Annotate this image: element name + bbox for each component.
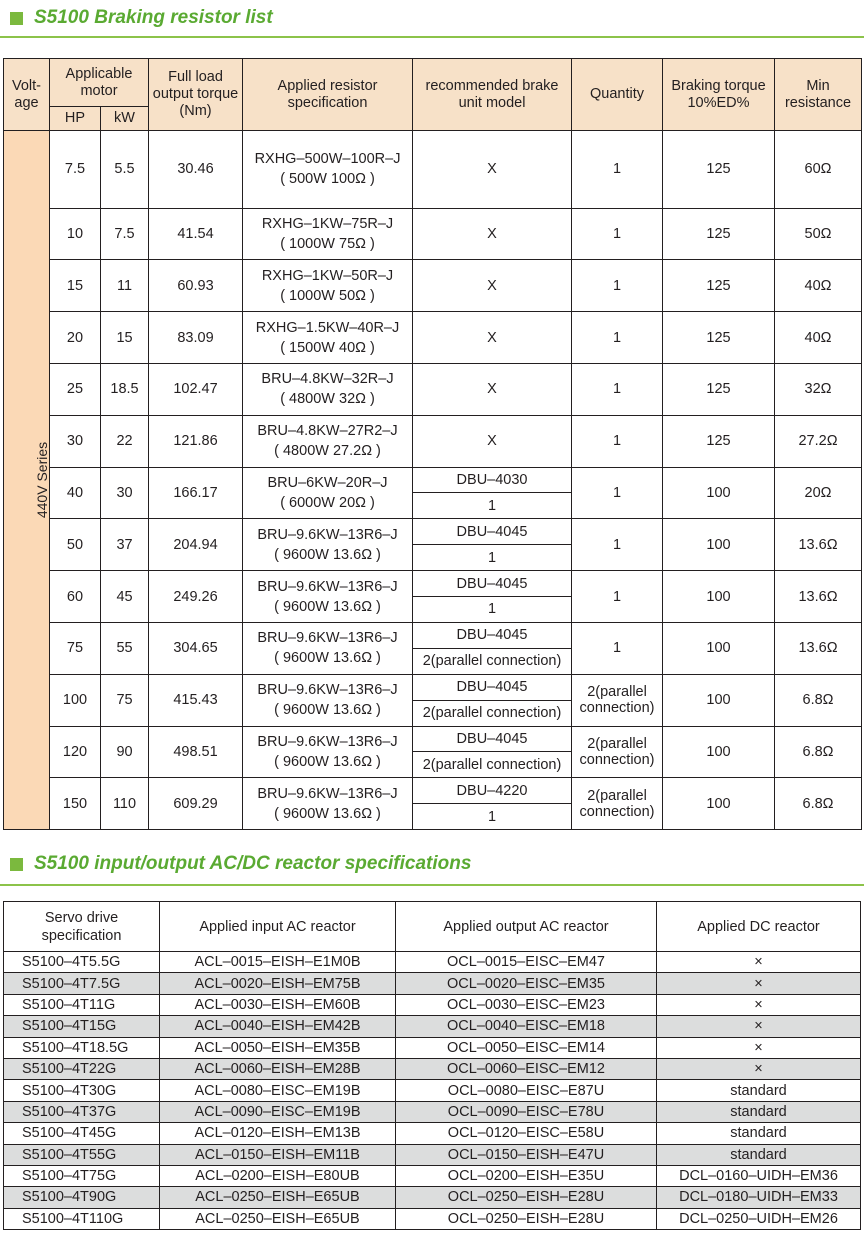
- table-row: S5100–4T15G ACL–0040–EISH–EM42B OCL–0040–EISC–EM18 ×: [4, 1016, 861, 1037]
- table-row: 440V Series 7.5 5.5 30.46 RXHG–500W–100R–J ( 500W 100Ω ) X 1 125 60Ω: [4, 131, 862, 183]
- table-row: 75 55 304.65 BRU–9.6KW–13R6–J ( 9600W 13.6Ω ) DBU–4045 1 100 13.6Ω: [4, 622, 862, 648]
- table-row: S5100–4T75G ACL–0200–EISH–E80UB OCL–0200–EISH–E35U DCL–0160–UIDH–EM36: [4, 1165, 861, 1186]
- header-torque: Full load output torque (Nm): [149, 59, 243, 131]
- section-divider: [0, 884, 864, 886]
- table-row: 120 90 498.51 BRU–9.6KW–13R6–J ( 9600W 13.6Ω ) DBU–4045 2(parallel connection) 100 6.8Ω: [4, 726, 862, 752]
- header-drive: Servo drive specification: [4, 902, 160, 952]
- table-row: 60 45 249.26 BRU–9.6KW–13R6–J ( 9600W 13.6Ω ) DBU–4045 1 100 13.6Ω: [4, 571, 862, 597]
- table-row: 150 110 609.29 BRU–9.6KW–13R6–J ( 9600W 13.6Ω ) DBU–4220 2(parallel connection) 100 6.8Ω: [4, 778, 862, 804]
- header-hp: HP: [50, 107, 101, 131]
- reactor-section-header: [0, 849, 864, 883]
- header-output: Applied output AC reactor: [396, 902, 657, 952]
- table-row: 15 11 60.93 RXHG–1KW–50R–J ( 1000W 50Ω ) X 1 125 40Ω: [4, 260, 862, 286]
- table-row: S5100–4T7.5G ACL–0020–EISH–EM75B OCL–0020–EISC–EM35 ×: [4, 973, 861, 994]
- table-row: 20 15 83.09 RXHG–1.5KW–40R–J ( 1500W 40Ω ) X 1 125 40Ω: [4, 312, 862, 338]
- section-bullet-icon: [10, 858, 23, 871]
- section-divider: [0, 36, 864, 38]
- table-row: S5100–4T11G ACL–0030–EISH–EM60B OCL–0030–EISC–EM23 ×: [4, 994, 861, 1015]
- table-row: S5100–4T55G ACL–0150–EISH–EM11B OCL–0150–EISH–E47U standard: [4, 1144, 861, 1165]
- table-row: S5100–4T37G ACL–0090–EISC–EM19B OCL–0090–EISC–E78U standard: [4, 1101, 861, 1122]
- header-braking-torque: Braking torque 10%ED%: [663, 59, 775, 131]
- table-header-row: [4, 902, 861, 952]
- table-row: S5100–4T45G ACL–0120–EISH–EM13B OCL–0120–EISC–E58U standard: [4, 1123, 861, 1144]
- table-row: 10 7.5 41.54 RXHG–1KW–75R–J ( 1000W 75Ω ) X 1 125 50Ω: [4, 208, 862, 234]
- header-input: Applied input AC reactor: [160, 902, 396, 952]
- braking-resistor-section-header: [0, 2, 864, 36]
- table-row: S5100–4T18.5G ACL–0050–EISH–EM35B OCL–0050–EISC–EM14 ×: [4, 1037, 861, 1058]
- series-label: 440V Series: [4, 131, 50, 830]
- header-motor: Applicable motor: [50, 59, 149, 107]
- reactor-table: [3, 901, 861, 1230]
- table-row: S5100–4T5.5G ACL–0015–EISH–E1M0B OCL–0015–EISC–EM47 ×: [4, 952, 861, 973]
- table-row: 40 30 166.17 BRU–6KW–20R–J ( 6000W 20Ω ) DBU–4030 1 100 20Ω: [4, 467, 862, 493]
- table-row: S5100–4T90G ACL–0250–EISH–E65UB OCL–0250–EISH–E28U DCL–0180–UIDH–EM33: [4, 1187, 861, 1208]
- table-header-row: [4, 59, 862, 107]
- section-bullet-icon: [10, 12, 23, 25]
- table-row: 100 75 415.43 BRU–9.6KW–13R6–J ( 9600W 13.6Ω ) DBU–4045 2(parallel connection) 100 6.8Ω: [4, 674, 862, 700]
- table-row: 25 18.5 102.47 BRU–4.8KW–32R–J ( 4800W 32Ω ) X 1 125 32Ω: [4, 364, 862, 390]
- table-row: S5100–4T30G ACL–0080–EISC–EM19B OCL–0080–EISC–E87U standard: [4, 1080, 861, 1101]
- braking-resistor-table: Volt- age Applicable motor Full load output torque (Nm) Applied resistor specification recommended brake unit model Quantity Braking torque 10%ED% Min resistance HP kW 440V Series 7.5 5.5 30.46 RXHG–500W–100R–J ( 500W 100Ω ) X 1 125 60Ω 10 7.5 41.54 RXHG–1KW–75R–J ( 1000W 75Ω ) X 1 125 50Ω 15 11 60.93 RXHG–1KW–50R–J ( 1000W 50Ω ) X 1 125 40Ω 20 15 83.09 RXHG–1.5KW–40R–J ( 1500W 40Ω ) X 1 125 40Ω 25 18.5 102.47 BRU–4.8KW–32R–J ( 4800W 32Ω ) X 1 125 32Ω 30 22 121.86 BRU–4.8KW–27R2–J ( 4800W 27.2Ω ) X 1 125 27.2Ω 40 30 166.17 BRU–6KW–20R–J ( 6000W 20Ω ) DBU–4030 1 100 20Ω 1 50 37 204.94 BRU–9.6KW–13R6–J ( 9600W 13.6Ω ) DBU–4045 1 100 13.6Ω 1 60 45 249.26 BRU–9.6KW–13R6–J ( 9600W 13.6Ω ) DBU–4045 1 100 13.6Ω 1 75 55 304.65 BRU–9.6KW–13R6–J ( 9600W 13.6Ω ) DBU–4045 1 100 13.6Ω 2(parallel connection) 100 75 415.43 BRU–9.6KW–13R6–J ( 9600W 13.6Ω ) DBU–4045 2(parallel connection) 100 6.8Ω 2(parallel connection) 120 90 498.51 BRU–9.6KW–13R6–J ( 9600W 13.6Ω ) DBU–4045 2(parallel connection) 100 6.8Ω 2(parallel connection) 150 110 609.29 BRU–9.6KW–13R6–J ( 9600W 13.6Ω ) DBU–4220 2(parallel connection) 100 6.8Ω 1: [3, 58, 862, 830]
- header-resistor: Applied resistor specification: [243, 59, 413, 131]
- header-dc: Applied DC reactor: [657, 902, 861, 952]
- header-kw: kW: [101, 107, 149, 131]
- header-quantity: Quantity: [572, 59, 663, 131]
- section-title: S5100 Braking resistor list: [34, 7, 273, 28]
- table-row: S5100–4T110G ACL–0250–EISH–E65UB OCL–0250–EISH–E28U DCL–0250–UIDH–EM26: [4, 1208, 861, 1229]
- section-title: S5100 input/output AC/DC reactor specifications: [34, 853, 472, 874]
- header-brake-unit: recommended brake unit model: [413, 59, 572, 131]
- header-voltage: Volt- age: [4, 59, 50, 131]
- table-row: S5100–4T22G ACL–0060–EISH–EM28B OCL–0060–EISC–EM12 ×: [4, 1058, 861, 1079]
- header-min-resistance: Min resistance: [775, 59, 862, 131]
- table-row: 50 37 204.94 BRU–9.6KW–13R6–J ( 9600W 13.6Ω ) DBU–4045 1 100 13.6Ω: [4, 519, 862, 545]
- table-row: 30 22 121.86 BRU–4.8KW–27R2–J ( 4800W 27.2Ω ) X 1 125 27.2Ω: [4, 415, 862, 441]
